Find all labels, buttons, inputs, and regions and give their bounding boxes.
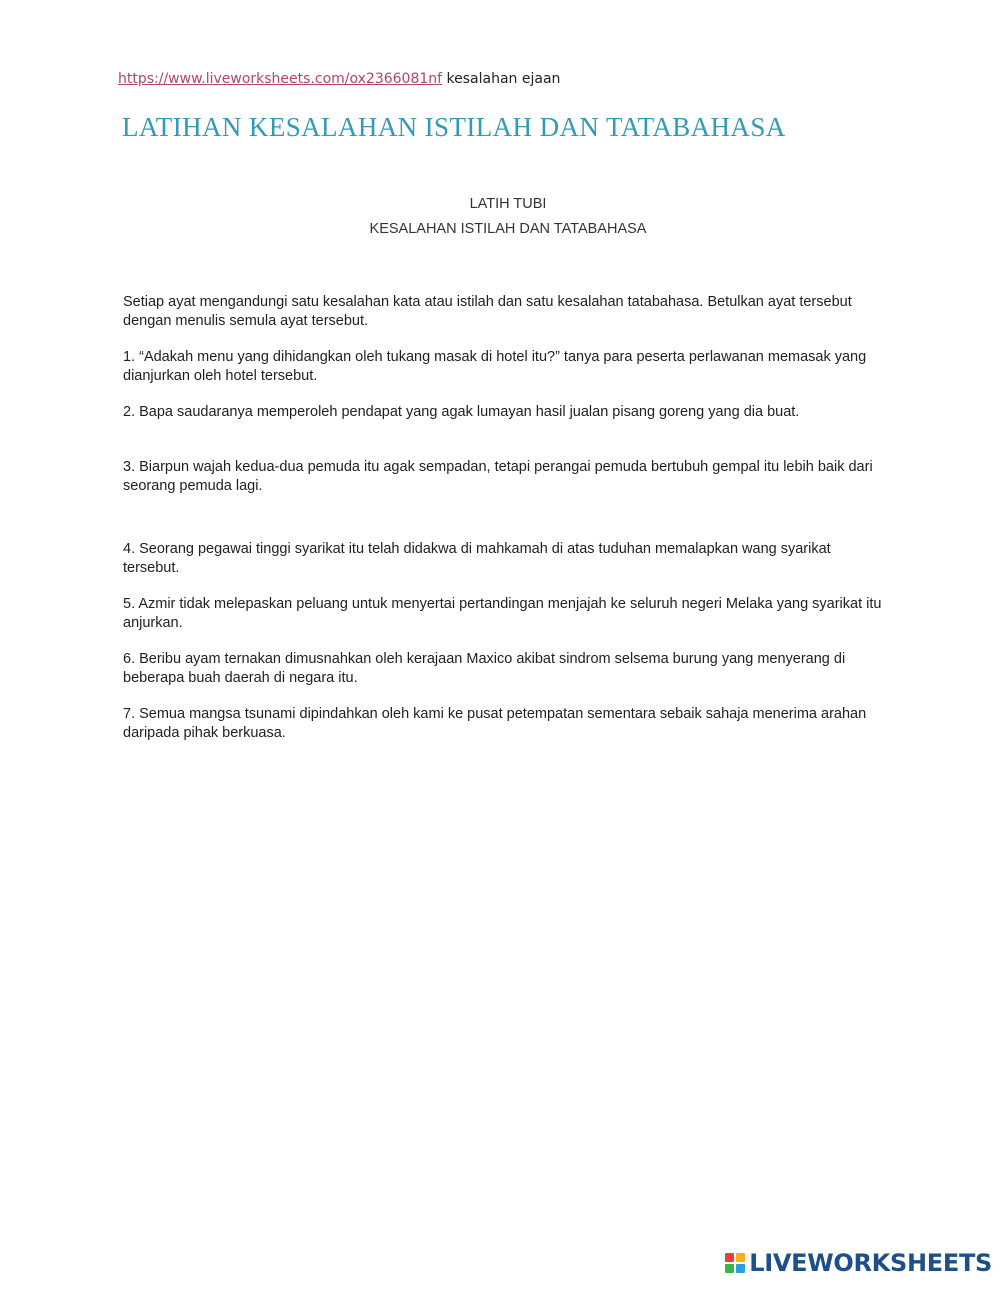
logo-text: LIVEWORKSHEETS <box>749 1249 992 1277</box>
question-1: 1. “Adakah menu yang dihidangkan oleh tukang masak di hotel itu?” tanya para peserta perlawanan memasak yang dianjurkan oleh hotel tersebut. <box>123 349 867 384</box>
question-2: 2. Bapa saudaranya memperoleh pendapat yang agak lumayan hasil jualan pisang goreng yang dia buat. <box>123 404 800 420</box>
logo-block <box>736 1253 745 1262</box>
question-7: 7. Semua mangsa tsunami dipindahkan oleh kami ke pusat petempatan sementara sebaik sahaja menerima arahan daripada pihak berkuasa. <box>123 706 867 741</box>
logo-blocks-icon <box>725 1253 745 1273</box>
question-6: 6. Beribu ayam ternakan dimusnahkan oleh kerajaan Maxico akibat sindrom selsema burung yang menyerang di beberapa buah daerah di negara itu. <box>123 651 846 686</box>
page-title: LATIHAN KESALAHAN ISTILAH DAN TATABAHASA <box>122 112 786 142</box>
worksheet-link[interactable]: https://www.liveworksheets.com/ox2366081nf <box>118 71 443 87</box>
logo-block <box>725 1253 734 1262</box>
subtitle-topic: KESALAHAN ISTILAH DAN TATABAHASA <box>369 221 647 237</box>
logo-block <box>725 1264 734 1273</box>
question-3: 3. Biarpun wajah kedua-dua pemuda itu agak sempadan, tetapi perangai pemuda bertubuh gempal itu lebih baik dari seorang pemuda lagi. <box>123 459 873 494</box>
source-line <box>118 71 560 87</box>
question-4: 4. Seorang pegawai tinggi syarikat itu telah didakwa di mahkamah di atas tuduhan memalapkan wang syarikat tersebut. <box>123 541 831 576</box>
question-5: 5. Azmir tidak melepaskan peluang untuk menyertai pertandingan menjajah ke seluruh negeri Melaka yang syarikat itu anjurkan. <box>123 596 882 631</box>
logo-block <box>736 1264 745 1273</box>
liveworksheets-logo <box>725 1249 992 1277</box>
subtitle-latih-tubi: LATIH TUBI <box>469 196 547 212</box>
instruction-text: Setiap ayat mengandungi satu kesalahan kata atau istilah dan satu kesalahan tatabahasa. Betulkan ayat tersebut dengan menulis semula ayat tersebut. <box>123 294 852 329</box>
source-note: kesalahan ejaan <box>442 71 561 87</box>
